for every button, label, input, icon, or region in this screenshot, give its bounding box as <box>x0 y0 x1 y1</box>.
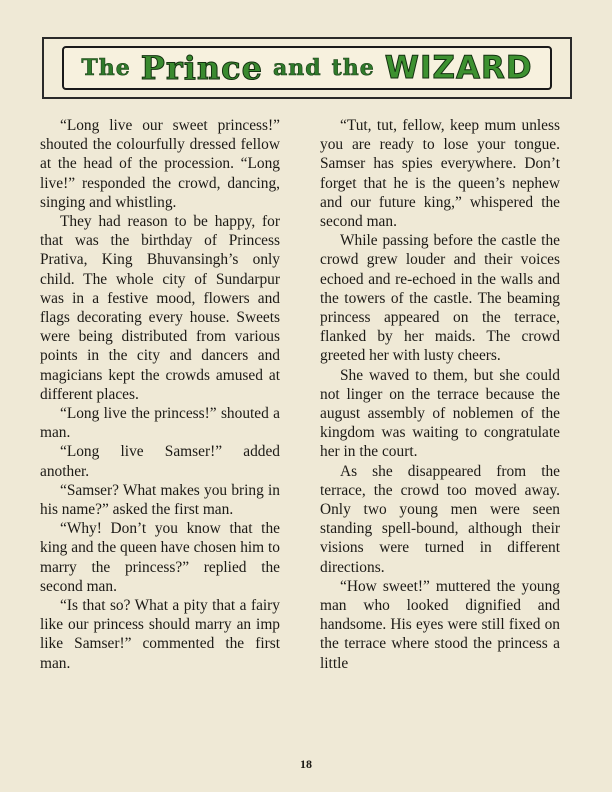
paragraph: “How sweet!” muttered the young man who looked dignified and handsome. His eyes were still fixed on the terrace where stood the princess a little <box>320 577 560 672</box>
title-word-and: and <box>272 55 322 81</box>
title-banner <box>42 37 572 99</box>
paragraph: They had reason to be happy, for that was the birthday of Princess Prativa, King Bhuvansingh’s only child. The whole city of Sundarpur was in a festive mood, flowers and flags decorating every house. Sweets were being distributed from various points in the city and dancers and magicians kept the crowds amused at different places. <box>40 213 280 403</box>
paragraph: “Long live our sweet princess!” shouted the colourfully dressed fellow at the head of the procession. “Long live!” responded the crowd, dancing, singing and whistling. <box>40 117 280 211</box>
paragraph: She waved to them, but she could not linger on the terrace because the august assembly of noblemen of the kingdom was waiting to congratulate her in the court. <box>320 366 560 461</box>
title-word-wizard: WIZARD <box>384 50 533 86</box>
paragraph: “Tut, tut, fellow, keep mum unless you are ready to lose your tongue. Samser has spies everywhere. Don’t forget that he is the queen’s nephew and our future king,” whispered the second man. <box>320 117 560 231</box>
paragraph: “Samser? What makes you bring in his name?” asked the first man. <box>40 481 280 519</box>
page-number: 18 <box>300 757 312 771</box>
title-frame <box>62 46 552 90</box>
title-word-the-2: the <box>331 55 375 81</box>
title-word-prince: Prince <box>140 49 263 87</box>
paragraph: “Long live the princess!” shouted a man. <box>40 405 280 442</box>
paragraph: As she disappeared from the terrace, the crowd too moved away. Only two young men were seen standing spell-bound, although their visions were turned in different directions. <box>320 462 560 576</box>
paragraph: “Why! Don’t you know that the king and the queen have chosen him to marry the princess?” replied the second man. <box>40 520 280 595</box>
paragraph: “Is that so? What a pity that a fairy like our princess should marry an imp like Samser!” commented the first man. <box>40 597 280 672</box>
left-column <box>40 116 280 673</box>
title-word-the: The <box>81 55 131 81</box>
paragraph: “Long live Samser!” added another. <box>40 443 280 480</box>
right-column <box>320 116 560 673</box>
paragraph: While passing before the castle the crowd grew louder and their voices echoed and re-echoed in the walls and the towers of the castle. The beaming princess appeared on the terrace, flanked by her maids. The crowd greeted her with lusty cheers. <box>320 232 560 365</box>
